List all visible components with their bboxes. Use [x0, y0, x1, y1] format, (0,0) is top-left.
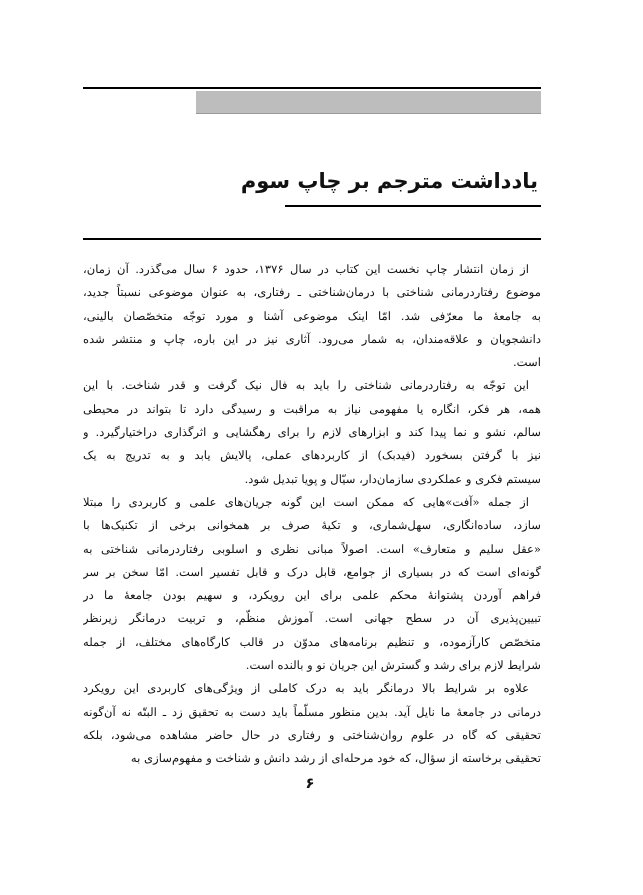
text-line: تبیین‌پذیری آن در سطح جهانی است. آموزش منظّم، و تربیت درمانگر زیرنظر — [83, 611, 541, 626]
text-line: علاوه بر شرایط بالا درمانگر باید به درک کاملی از ویژگی‌های کاربردی این رویکرد — [83, 681, 529, 696]
page-title: یادداشت مترجم بر چاپ سوم — [240, 169, 538, 193]
text-line: همه، هر فکر، انگاره یا مفهومی نیاز به مراقبت و رسیدگی دارد تا بتواند در محیطی — [83, 401, 541, 416]
text-line: سیستم فکری و عملکردی سازمان‌دار، سیّال و پویا تبدیل شود. — [244, 471, 541, 486]
text-line: نیز با گرفتن بسخورد (فیدبک) از کاربردهای عملی، پالایش یابد و به تدریج به یک — [83, 448, 541, 463]
text-line: تحقیقی برخاسته از سؤال، که خود مرحله‌ای از رشد دانش و شناخت و مفهوم‌سازی به — [130, 751, 541, 766]
text-line: سالم، نشو و نما پیدا کند و ابزارهای لازم را برای رهگشایی و اثرگذاری دراختیارگیرد. و — [83, 425, 541, 440]
title-underline — [285, 205, 541, 207]
text-line: به جامعهٔ ما معرّفی شد. امّا اینک موضوعی آشنا و مورد توجّه متخصّصان بالینی، — [83, 308, 541, 323]
header-gray-band — [196, 91, 541, 114]
text-line: است. — [512, 355, 541, 370]
text-line: موضوع رفتاردرمانی شناختی با درمان‌شناختی ـ رفتاری، به عنوان موضوعی نسبتاً جدید، — [83, 285, 541, 300]
text-line: تحقیقی که گاه در علوم روان‌شناختی و رفتاری در حال حاضر مشاهده می‌شود، بلکه — [83, 727, 541, 742]
text-line: این توجّه به رفتاردرمانی شناختی را باید به فال نیک گرفت و قدر شناخت. با این — [83, 378, 529, 393]
text-line: سازد، ساده‌انگاری، سهل‌شماری، و تکیهٔ صرف بر همخوانی برخی از تکنیک‌ها با — [83, 518, 541, 533]
text-line: گونه‌ای است که در بسیاری از جوامع، قابل درک و قابل تفسیر است. امّا سخن بر سر — [83, 564, 541, 579]
body-top-rule — [83, 238, 541, 240]
text-line: دانشجویان و علاقه‌مندان، به شمار می‌رود. آثاری نیز در این باره، چاپ و منتشر شده — [83, 331, 541, 346]
text-line: شرایط لازم برای رشد و گسترش این جریان نو و بالنده است. — [245, 658, 541, 673]
page-number: ۶ — [305, 774, 315, 792]
header-top-rule — [83, 87, 541, 89]
text-line: «عقل سلیم و متعارف» است. اصولاً مبانی نظری و اسلوبی رفتاردرمانی شناختی به — [83, 541, 541, 556]
body-text — [83, 258, 541, 771]
text-line: درمانی در جامعهٔ ما نایل آید. بدین منظور مسلّماً باید دست به تحقیق زد ـ البتّه نه آن‌گونه — [83, 704, 541, 719]
text-line: فراهم آوردن پشتوانهٔ محکم علمی برای این رویکرد، و سهیم بودن جامعهٔ ما در — [83, 588, 541, 603]
text-line: از جمله «آفت»هایی که ممکن است این گونه جریان‌های علمی و کاربردی را مبتلا — [83, 494, 529, 509]
text-line: متخصّص کارآزموده، و تنظیم برنامه‌های مدوّن در قالب کارگاه‌های مختلف، از جمله — [83, 634, 541, 649]
text-line: از زمان انتشار چاپ نخست این کتاب در سال ۱۳۷۶، حدود ۶ سال می‌گذرد. آن زمان، — [83, 262, 529, 276]
